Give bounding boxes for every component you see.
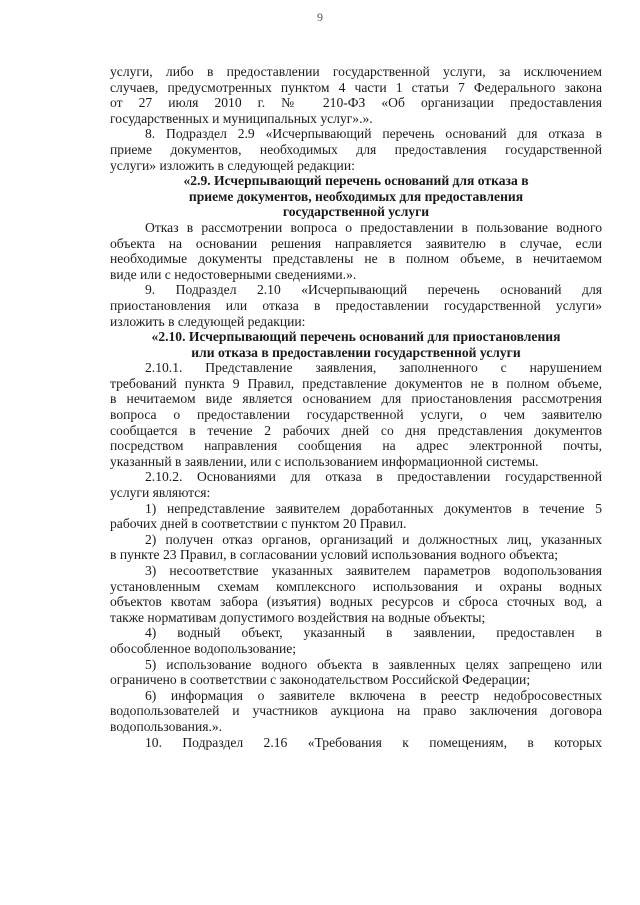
page-number: 9 [317, 10, 323, 24]
text-line: рабочих дней в соответствии с пунктом 20 Правил. [110, 516, 407, 532]
text-line: водопользователей и участников аукциона на право заключения договора [110, 703, 602, 719]
text-line: виде или с недостоверными сведениями.». [110, 266, 357, 282]
text-line: объекта на основании решения направляется заявителю в случае, если [110, 235, 602, 251]
text-line: 5) использование водного объекта в заявленных целях запрещено или [145, 656, 602, 672]
text-line: приостановления или отказа в предоставлении государственной услуги» [110, 297, 602, 313]
text-line: установленным схемам комплексного использования и охраны водных [110, 578, 602, 594]
text-line: в нечитаемом виде является основанием для приостановления рассмотрения [110, 391, 602, 407]
text-line: 3) несоответствие указанных заявителем параметров водопользования [145, 563, 602, 578]
text-line: приеме документов, необходимых для предоставления государственной [110, 141, 602, 157]
text-line: Отказ в рассмотрении вопроса о предоставлении в пользование водного [145, 219, 602, 235]
text-line: от 27 июля 2010 г. № 210-ФЗ «Об организации предоставления [110, 95, 602, 111]
section-heading-line: приеме документов, необходимых для предоставления [188, 188, 524, 204]
text-line: посредством направления сообщения на адрес электронной почты, [110, 438, 602, 454]
text-line: услуги являются: [110, 485, 211, 501]
text-line: указанный в заявлении, или с использованием информационной системы. [110, 453, 539, 469]
text-line: требований пункта 9 Правил, представление документов не в полном объеме, [110, 375, 602, 391]
text-line: случаев, предусмотренных пунктом 4 части 1 статьи 7 Федерального закона [110, 79, 602, 95]
text-line: 2.10.2. Основаниями для отказа в предоставлении государственной [145, 469, 602, 485]
document-body [110, 64, 602, 750]
section-heading-line: государственной услуги [282, 204, 430, 220]
text-line: услуги» изложить в следующей редакции: [110, 157, 355, 173]
text-line: необходимые документы представлены не в полном объеме, в нечитаемом [110, 251, 602, 267]
text-line: объектов квотам забора (изъятия) водных ресурсов и сброса сточных вод, а [110, 594, 602, 610]
text-line: 8. Подраздел 2.9 «Исчерпывающий перечень оснований для отказа в [145, 126, 602, 142]
text-line: в пункте 23 Правил, в согласовании условий использования водного объекта; [110, 547, 559, 563]
text-line: 10. Подраздел 2.16 «Требования к помещениям, в которых [145, 734, 602, 750]
text-line: 1) непредставление заявителем доработанных документов в течение 5 [145, 500, 602, 516]
section-heading-line: «2.10. Исчерпывающий перечень оснований для приостановления [151, 329, 561, 345]
text-line: обособленное водопользование; [110, 640, 297, 656]
text-line: сообщается в течение 2 рабочих дней со дня представления документов [110, 422, 602, 438]
text-line: государственных и муниципальных услуг».». [110, 110, 373, 126]
section-heading-line: или отказа в предоставлении государственной услуги [191, 344, 521, 360]
text-line: также нормативам допустимого воздействия на водные объекты; [110, 609, 486, 625]
section-heading-line: «2.9. Исчерпывающий перечень оснований для отказа в [183, 173, 529, 189]
text-line: водопользования.». [110, 718, 223, 734]
text-line: услуги, либо в предоставлении государственной услуги, за исключением [110, 64, 602, 79]
text-line: 6) информация о заявителе включена в реестр недобросовестных [145, 687, 602, 703]
text-line: 4) водный объект, указанный в заявлении, предоставлен в [145, 625, 602, 641]
text-line: изложить в следующей редакции: [110, 313, 306, 329]
text-line: вопроса о предоставлении государственной услуги, о чем заявителю [110, 407, 602, 423]
text-line: 9. Подраздел 2.10 «Исчерпывающий перечень оснований для [145, 282, 602, 298]
text-line: ограничено в соответствии с законодательством Российской Федерации; [110, 672, 531, 688]
text-line: 2.10.1. Представление заявления, заполненного с нарушением [145, 360, 602, 376]
text-line: 2) получен отказ органов, организаций и должностных лиц, указанных [145, 531, 602, 547]
